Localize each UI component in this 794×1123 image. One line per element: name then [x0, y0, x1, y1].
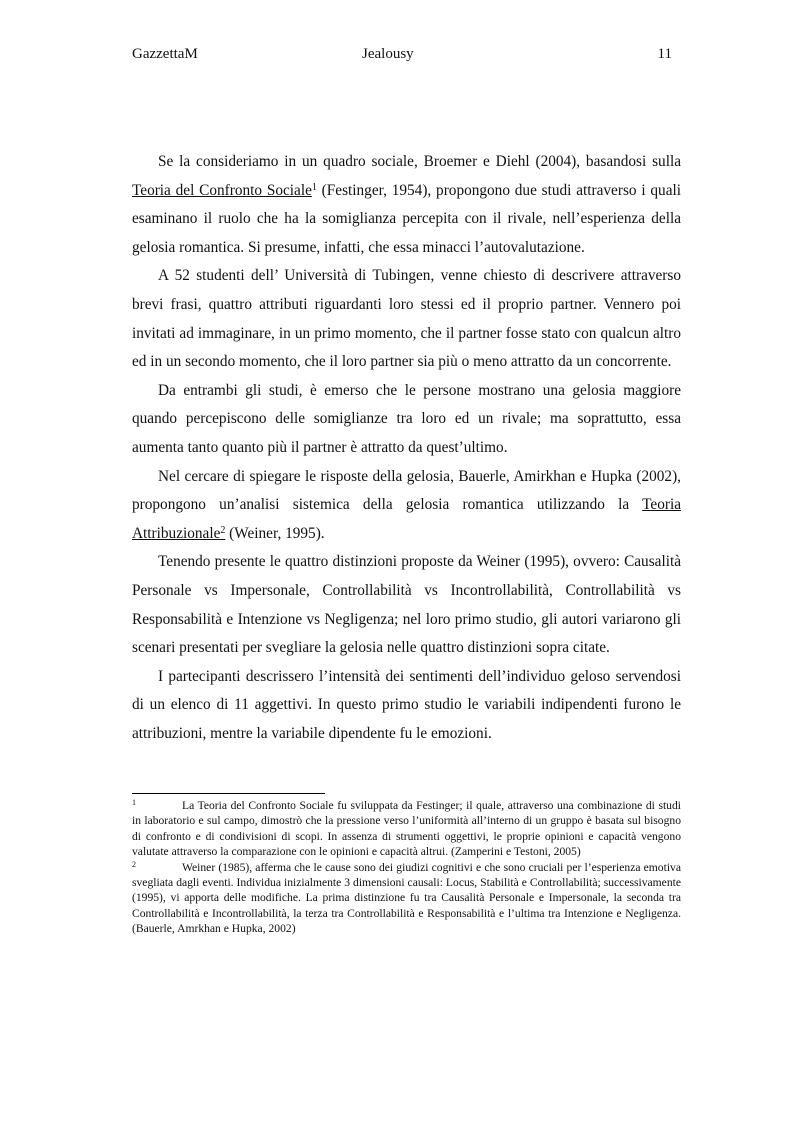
footnote-ref-2[interactable]: 2	[220, 524, 226, 536]
paragraph-2: A 52 studenti dell’ Università di Tubingen, venne chiesto di descrivere attraverso brevi frasi, quattro attributi riguardanti loro stessi ed il proprio partner. Vennero poi invitati ad immaginare, in un primo momento, che il partner fosse stato con qualcun altro ed in un secondo momento, che il loro partner sia più o meno attratto da un concorrente.	[132, 267, 681, 371]
paragraph-1	[132, 148, 681, 262]
footnote-2-text: Weiner (1985), afferma che le cause sono dei giudizi cognitivi e che sono cruciali per l’esperienza emotiva svegliata dagli eventi. Individua inizialmente 3 dimensioni causali: Locus, Stabilità e Controllabilità; successivamente (1995), vi apporta delle modifiche. La prima distinzione fu tra Causalità Personale e Impersonale, la seconda tra Controllabilità e Incontrollabilità, la terza tra Controllabilità e Responsabilità e l’ultima tra Intenzione e Negligenza. (Bauerle, Amrkhan e Hupka, 2002)	[132, 860, 681, 936]
paragraph-4-text-b: (Weiner, 1995).	[225, 524, 325, 542]
paragraph-1-text-b: (Festinger, 1954), propongono due studi attraverso i quali esaminano il ruolo che ha la somiglianza percepita con il rivale, nell’esperienza della gelosia romantica. Si presume, infatti, che essa minacci l’autovalutazione.	[132, 181, 681, 256]
footnotes	[132, 798, 681, 937]
footnote-2: 2 Weiner (1985), afferma che le cause sono dei giudizi cognitivi e che sono cruciali per l’esperienza emotiva svegliata dagli eventi. Individua inizialmente 3 dimensioni causali: Locus, Stabilità e Controllabilità; successivamente (1995), vi apporta delle modifiche. La prima distinzione fu tra Causalità Personale e Impersonale, la seconda tra Controllabilità e Incontrollabilità, la terza tra Controllabilità e Responsabilità e l’ultima tra Intenzione e Negligenza. (Bauerle, Amrkhan e Hupka, 2002)	[132, 859, 681, 936]
main-text	[132, 148, 681, 748]
page-number: 11	[657, 46, 672, 62]
footnote-separator	[132, 793, 325, 794]
header-author: GazzettaM	[132, 46, 198, 62]
running-header	[132, 46, 672, 70]
paragraph-4	[132, 463, 681, 549]
footnote-1-text: La Teoria del Confronto Sociale fu sviluppata da Festinger; il quale, attraverso una combinazione di studi in laboratorio e sul campo, dimostrò che la pressione verso l’uniformità all’interno di un gruppo è basata sul bisogno di confronto e di condivisioni di scopi. In assenza di strumenti oggettivi, le proprie opinioni e capacità vengono valutate attraverso la comparazione con le opinioni e capacità altrui. (Zamperini e Testoni, 2005)	[132, 799, 681, 859]
link-teoria-confronto-sociale[interactable]: Teoria del Confronto Sociale	[132, 181, 312, 199]
link-teoria-attribuzionale-text[interactable]: Teoria Attribuzionale	[132, 496, 681, 542]
paragraph-1-text-a: Se la consideriamo in un quadro sociale, Broemer e Diehl (2004), basandosi sulla	[158, 153, 681, 170]
header-title: Jealousy	[362, 46, 414, 62]
paragraph-5: Tenendo presente le quattro distinzioni proposte da Weiner (1995), ovvero: Causalità Personale vs Impersonale, Controllabilità vs Incontrollabilità, Controllabilità vs Responsabilità e Intenzione vs Negligenza; nel loro primo studio, gli autori variarono gli scenari presentati per svegliare la gelosia nelle quattro distinzioni sopra citate.	[132, 553, 681, 657]
paragraph-4-text-a: Nel cercare di spiegare le risposte della gelosia, Bauerle, Amirkhan e Hupka (2002), propongono un’analisi sistemica della gelosia romantica utilizzando la	[132, 467, 681, 514]
paragraph-6: I partecipanti descrissero l’intensità dei sentimenti dell’individuo geloso servendosi di un elenco di 11 aggettivi. In questo primo studio le variabili indipendenti furono le attribuzioni, mentre la variabile dipendente fu le emozioni.	[132, 667, 681, 742]
footnote-ref-1[interactable]: 1	[311, 181, 317, 193]
footnote-1: 1 La Teoria del Confronto Sociale fu sviluppata da Festinger; il quale, attraverso una combinazione di studi in laboratorio e sul campo, dimostrò che la pressione verso l’uniformità all’interno di un gruppo è basata sul bisogno di confronto e di condivisioni di scopi. In assenza di strumenti oggettivi, le proprie opinioni e capacità vengono valutate attraverso la comparazione con le opinioni e capacità altrui. (Zamperini e Testoni, 2005)	[132, 798, 681, 859]
paragraph-3: Da entrambi gli studi, è emerso che le persone mostrano una gelosia maggiore quando percepiscono delle somiglianze tra loro ed un rivale; ma soprattutto, essa aumenta tanto quanto più il partner è attratto da quest’ultimo.	[132, 381, 681, 456]
